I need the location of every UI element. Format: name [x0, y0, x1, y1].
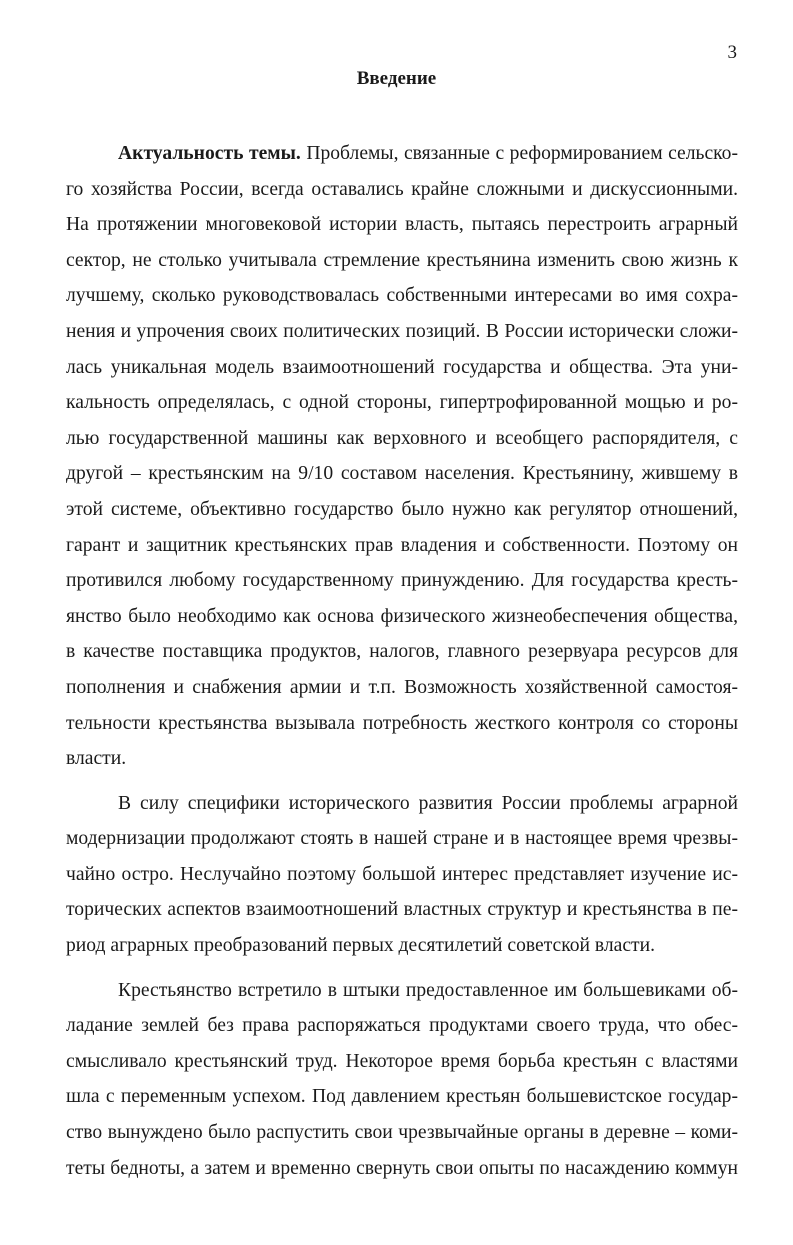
text-line: ладание землей без права распоряжаться продуктами своего труда, что обес- — [66, 1015, 738, 1037]
text-line: сектор, не столько учитывала стремление крестьянина изменить свою жизнь к — [66, 249, 738, 271]
text-line: Актуальность темы. Проблемы, связанные с реформированием сельско- — [118, 143, 739, 164]
page-number: 3 — [727, 42, 737, 63]
text-line: противился любому государственному принуждению. Для государства кресть- — [66, 570, 738, 592]
text-line: чайно остро. Неслучайно поэтому большой интерес представляет изучение ис- — [66, 863, 738, 885]
paragraph-2 — [66, 786, 738, 964]
text-line: тельности крестьянства вызывала потребность жесткого контроля со стороны — [66, 712, 738, 734]
text-line: ство вынуждено было распустить свои чрезвычайные органы в деревне – коми- — [66, 1122, 738, 1144]
text-line: другой – крестьянским на 9/10 составом населения. Крестьянину, жившему в — [66, 463, 738, 485]
text-line: шла с переменным успехом. Под давлением крестьян большевистское государ- — [66, 1086, 738, 1108]
text-line: лью государственной машины как верховного и всеобщего распорядителя, с — [66, 427, 738, 449]
text-line: лась уникальная модель взаимоотношений государства и общества. Эта уни- — [66, 356, 738, 378]
text-line: модернизации продолжают стоять в нашей стране и в настоящее время чрезвы- — [66, 828, 738, 850]
text-line: риод аграрных преобразований первых десятилетий советской власти. — [66, 935, 656, 957]
text-line: торических аспектов взаимоотношений властных структур и крестьянства в пе- — [66, 899, 738, 921]
text-line: янство было необходимо как основа физического жизнеобеспечения общества, — [66, 605, 738, 627]
text-line: кальность определялась, с одной стороны, гипертрофированной мощью и ро- — [66, 392, 738, 414]
text-line: пополнения и снабжения армии и т.п. Возможность хозяйственной самостоя- — [66, 676, 738, 698]
body-text — [66, 136, 738, 1186]
text-line: лучшему, сколько руководствовалась собственными интересами во имя сохра- — [66, 285, 738, 307]
text-line: На протяжении многовековой истории власть, пытаясь перестроить аграрный — [66, 214, 738, 236]
paragraph-gap — [66, 777, 738, 786]
lead-heading: Актуальность темы. — [118, 143, 301, 164]
page-title: Введение — [356, 68, 437, 89]
paragraph-3 — [66, 973, 738, 1187]
text-line: теты бедноты, а затем и временно свернуть свои опыты по насаждению коммун — [66, 1157, 738, 1179]
text-line: этой системе, объективно государство было нужно как регулятор отношений, — [66, 498, 738, 520]
text-line: В силу специфики исторического развития России проблемы аграрной — [118, 792, 738, 814]
text-line: в качестве поставщика продуктов, налогов, главного резервуара ресурсов для — [66, 641, 738, 663]
text-line: гарант и защитник крестьянских прав владения и собственности. Поэтому он — [66, 534, 738, 556]
text-line: нения и упрочения своих политических позиций. В России исторически сложи- — [66, 320, 738, 342]
paragraph-gap — [66, 964, 738, 973]
text-line: смысливало крестьянский труд. Некоторое время борьба крестьян с властями — [66, 1050, 738, 1072]
text-line: Крестьянство встретило в штыки предоставленное им большевиками об- — [118, 979, 738, 1001]
text-line: го хозяйства России, всегда оставались крайне сложными и дискуссионными. — [66, 178, 738, 200]
paragraph-1 — [66, 136, 738, 777]
text-line: власти. — [66, 748, 127, 770]
